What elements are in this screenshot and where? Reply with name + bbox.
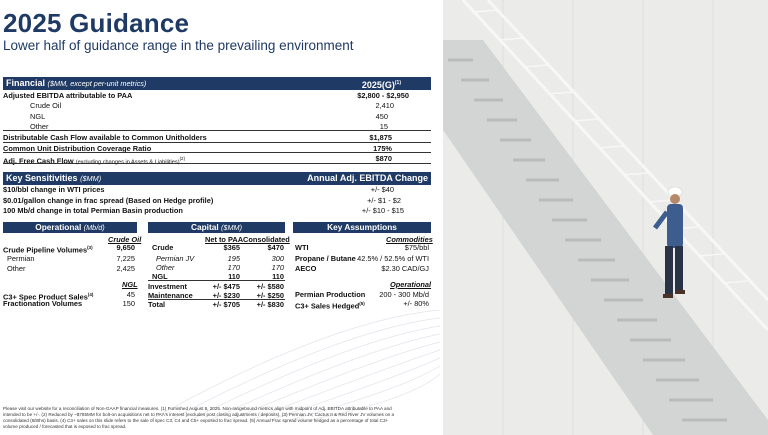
financial-header-sub: ($MM, except per-unit metrics) <box>47 79 147 88</box>
financial-row-crude: Crude Oil 2,410 <box>30 101 394 110</box>
financial-row-coverage: Common Unit Distribution Coverage Ratio 175% <box>3 144 392 153</box>
page-title: 2025 Guidance <box>3 8 190 38</box>
capital-row-other: Other 170 170 <box>156 263 284 272</box>
financial-row-dcf: Distributable Cash Flow available to Common Unitholders $1,875 <box>3 133 392 142</box>
financial-header <box>3 77 431 90</box>
capital-row-investment: Investment +/- $475 +/- $580 <box>148 282 284 291</box>
capital-row-total: Total +/- $705 +/- $830 <box>148 300 284 309</box>
sensitivities-col-header: Annual Adj. EBITDA Change <box>307 173 428 183</box>
footnote-text: Please visit our website for a reconciliation of Non-GAAP financial measures. (1) Furnished August 8, 2025. Non-rangebound metrics align with midpoint of Adj. EBITDA attributable to PAA and intended to be +/-. (2) Reduced by ~$785MM for bolt-on acquisitions net to PAA's interest (excludes post closing adjustments / deposits). (3) Permian JV, Cactus II & Red River JV volumes on a consolidated (8/8ths) basis. (4) C3+ sales on this slide refers to the sale of spec C3, C4 and C5+ exposed to frac spread. (5) Annual Frac spread volume hedged as a percentage of total C3+ volume produced / forecasted that is exposed to frac spread. <box>3 406 395 429</box>
operational-row-crude: Crude Pipeline Volumes$^{(3)}$ 9,650 <box>3 243 135 255</box>
capital-row-permian-jv: Permian JV 195 300 <box>156 254 284 263</box>
operational-header: Operational (Mb/d) <box>3 222 137 233</box>
sensitivity-row-wti: $10/bbl change in WTI prices +/- $40 <box>3 185 394 194</box>
financial-row-ebitda: Adjusted EBITDA attributable to PAA $2,800 - $2,950 <box>3 91 409 100</box>
operational-row-spec: C3+ Spec Product Sales$^{(4)}$ 45 <box>3 290 135 302</box>
financial-row-other: Other 15 <box>30 122 388 131</box>
background-curves-graphic <box>0 310 440 420</box>
capital-row-maintenance: Maintenance +/- $230 +/- $250 <box>148 291 284 300</box>
assumption-row-permian-production: Permian Production 200 - 300 Mb/d <box>295 290 429 299</box>
assumption-row-aeco: AECO $2.30 CAD/GJ <box>295 264 429 273</box>
operational-row-permian: Permian 7,225 <box>7 254 135 263</box>
staircase-photo <box>443 0 768 435</box>
financial-header-label: Financial <box>6 78 46 88</box>
operational-row-other: Other 2,425 <box>7 264 135 273</box>
operational-col-crude: Crude Oil <box>108 235 142 244</box>
divider <box>3 163 431 164</box>
divider <box>3 142 431 143</box>
financial-row-ngl: NGL 450 <box>30 112 388 121</box>
financial-col-header: $2025(G)^{(1)}$ <box>361 80 401 90</box>
divider <box>148 280 285 281</box>
assumption-row-c3-hedged: C3+ Sales Hedged$^{(5)}$ +/- 80% <box>295 299 429 311</box>
sensitivity-row-permian: 100 Mb/d change in total Permian Basin production +/- $10 - $15 <box>3 206 404 215</box>
capital-col-cons: Consolidated <box>243 235 290 244</box>
assumptions-col-commodities: Commodities <box>386 235 433 244</box>
page-subtitle: Lower half of guidance range in the prevailing environment <box>3 38 354 53</box>
capital-header: Capital ($MM) <box>148 222 285 233</box>
sensitivity-row-frac: $0.01/gallon change in frac spread (Based on Hedge profile) +/- $1 - $2 <box>3 196 401 205</box>
capital-row-crude: Crude $365 $470 <box>152 243 284 252</box>
capital-row-ngl: NGL 110 110 <box>152 272 284 281</box>
assumptions-col-operational: Operational <box>390 280 432 289</box>
sensitivities-header: Key Sensitivities ($MM) Annual Adj. EBITDA Change <box>3 172 431 185</box>
operational-row-frac: Fractionation Volumes 150 <box>3 299 135 308</box>
assumption-row-wti: WTI $75/bbl <box>295 243 429 252</box>
divider <box>3 130 431 131</box>
assumptions-header: Key Assumptions <box>293 222 431 233</box>
capital-col-net: Net to PAA <box>205 235 244 244</box>
staircase-image <box>443 0 768 435</box>
divider <box>3 152 431 153</box>
financial-row-fcf: Adj. Free Cash Flow (excluding changes in Assets & Liabilities)$^{(2)}$ $870 <box>3 154 392 166</box>
operational-col-ngl: NGL <box>122 280 138 289</box>
assumption-row-propane: Propane / Butane 42.5% / 52.5% of WTI <box>295 254 429 263</box>
